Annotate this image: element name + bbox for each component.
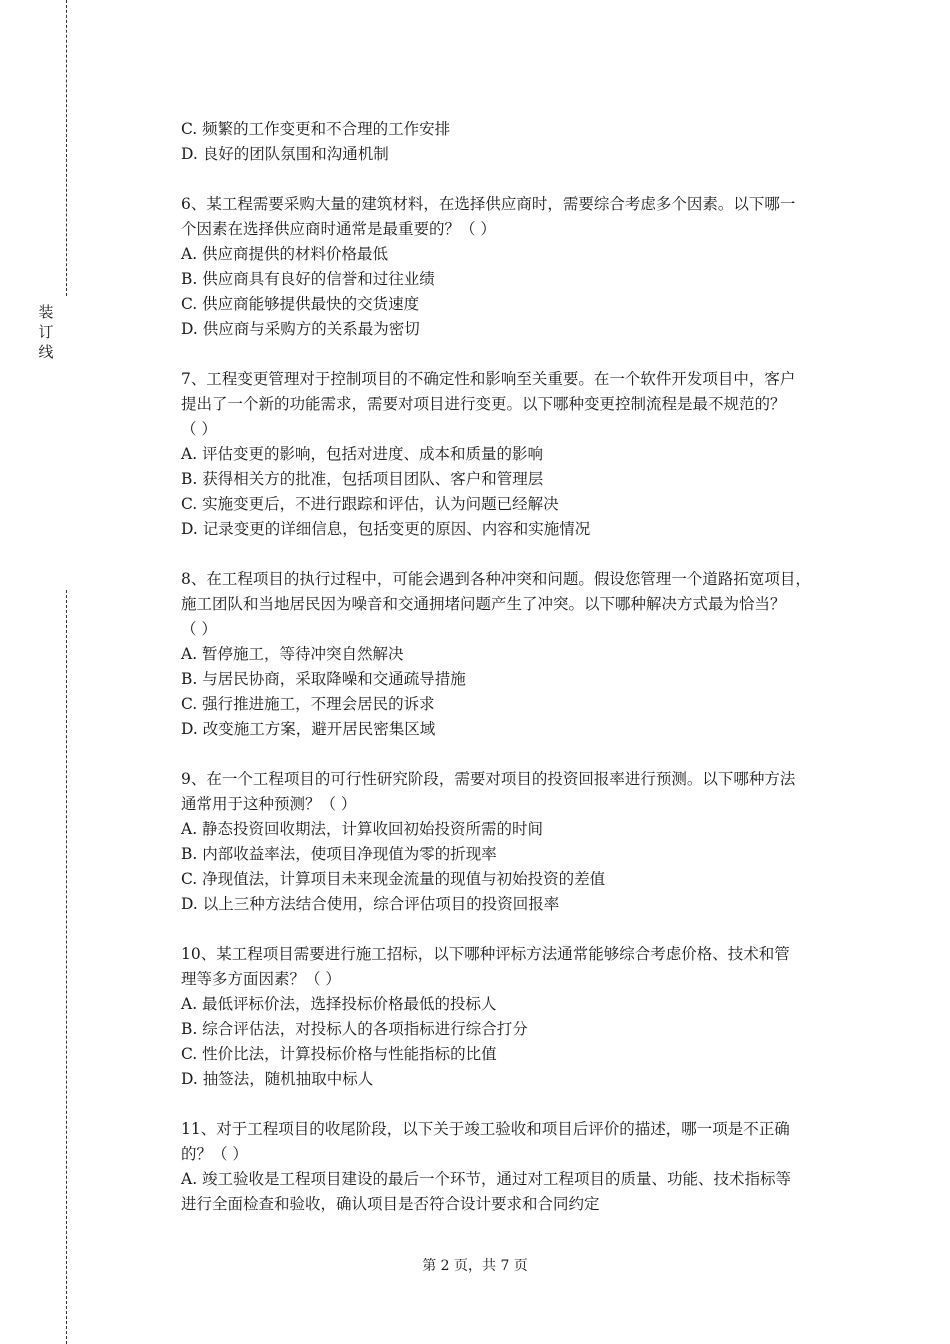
text-line: 11、对于工程项目的收尾阶段，以下关于竣工验收和项目后评价的描述，哪一项是不正确: [181, 1120, 790, 1138]
question-block: [181, 1117, 846, 1217]
text-line: 6、某工程需要采购大量的建筑材料，在选择供应商时，需要综合考虑多个因素。以下哪一: [181, 195, 796, 213]
text-line: 进行全面检查和验收，确认项目是否符合设计要求和合同约定: [181, 1195, 600, 1213]
text-line: A. 供应商提供的材料价格最低: [181, 245, 389, 263]
text-line: A. 暂停施工，等待冲突自然解决: [181, 645, 404, 663]
binding-line-label: [36, 302, 56, 362]
text-line: C. 供应商能够提供最快的交货速度: [181, 295, 420, 313]
text-line: 7、工程变更管理对于控制项目的不确定性和影响至关重要。在一个软件开发项目中，客户: [181, 370, 796, 388]
text-line: 10、某工程项目需要进行施工招标，以下哪种评标方法通常能够综合考虑价格、技术和管: [181, 945, 790, 963]
text-line: C. 实施变更后，不进行跟踪和评估，认为问题已经解决: [181, 495, 559, 513]
text-line: A. 最低评标价法，选择投标价格最低的投标人: [181, 995, 497, 1013]
text-line: B. 内部收益率法，使项目净现值为零的折现率: [181, 845, 497, 863]
block-spacer: [181, 167, 846, 192]
text-line: D. 改变施工方案，避开居民密集区域: [181, 720, 436, 738]
block-spacer: [181, 742, 846, 767]
text-line: 提出了一个新的功能需求，需要对项目进行变更。以下哪种变更控制流程是最不规范的？: [181, 395, 786, 413]
text-line: 理等多方面因素？（ ）: [181, 970, 341, 988]
text-line: 施工团队和当地居民因为噪音和交通拥堵问题产生了冲突。以下哪种解决方式最为恰当？: [181, 595, 786, 613]
question-block: [181, 767, 846, 917]
question-block: [181, 567, 846, 742]
text-line: （ ）: [181, 420, 217, 438]
text-line: A. 竣工验收是工程项目建设的最后一个环节，通过对工程项目的质量、功能、技术指标等: [181, 1170, 792, 1188]
text-line: C. 强行推进施工，不理会居民的诉求: [181, 695, 435, 713]
text-line: D. 记录变更的详细信息，包括变更的原因、内容和实施情况: [181, 520, 591, 538]
binding-label-char: 装: [38, 303, 54, 321]
text-line: 个因素在选择供应商时通常是最重要的？（ ）: [181, 220, 496, 238]
text-line: 的？（ ）: [181, 1145, 248, 1163]
text-line: C. 频繁的工作变更和不合理的工作安排: [181, 120, 451, 138]
question-block: [181, 117, 846, 167]
text-line: D. 良好的团队氛围和沟通机制: [181, 145, 389, 163]
text-line: B. 供应商具有良好的信誉和过往业绩: [181, 270, 435, 288]
question-block: [181, 192, 846, 342]
binding-label-char: 订: [38, 323, 54, 341]
block-spacer: [181, 1092, 846, 1117]
text-line: A. 静态投资回收期法，计算收回初始投资所需的时间: [181, 820, 544, 838]
text-line: C. 净现值法，计算项目未来现金流量的现值与初始投资的差值: [181, 870, 606, 888]
question-block: [181, 367, 846, 542]
page-footer: 第 2 页，共 7 页: [422, 1258, 528, 1274]
text-line: B. 综合评估法，对投标人的各项指标进行综合打分: [181, 1020, 528, 1038]
binding-line-top: [66, 0, 67, 296]
text-line: 9、在一个工程项目的可行性研究阶段，需要对项目的投资回报率进行预测。以下哪种方法: [181, 770, 796, 788]
text-line: C. 性价比法，计算投标价格与性能指标的比值: [181, 1045, 497, 1063]
text-line: （ ）: [181, 620, 217, 638]
block-spacer: [181, 917, 846, 942]
text-line: 通常用于这种预测？（ ）: [181, 795, 357, 813]
question-content: [181, 117, 846, 1217]
binding-label-char: 线: [38, 343, 54, 361]
block-spacer: [181, 342, 846, 367]
block-spacer: [181, 542, 846, 567]
text-line: B. 获得相关方的批准，包括项目团队、客户和管理层: [181, 470, 544, 488]
text-line: D. 抽签法，随机抽取中标人: [181, 1070, 374, 1088]
text-line: B. 与居民协商，采取降噪和交通疏导措施: [181, 670, 466, 688]
binding-line-bottom: [66, 590, 67, 1344]
question-block: [181, 942, 846, 1092]
text-line: D. 供应商与采购方的关系最为密切: [181, 320, 420, 338]
text-line: A. 评估变更的影响，包括对进度、成本和质量的影响: [181, 445, 544, 463]
text-line: D. 以上三种方法结合使用，综合评估项目的投资回报率: [181, 895, 560, 913]
text-line: 8、在工程项目的执行过程中，可能会遇到各种冲突和问题。假设您管理一个道路拓宽项目，: [181, 570, 811, 588]
